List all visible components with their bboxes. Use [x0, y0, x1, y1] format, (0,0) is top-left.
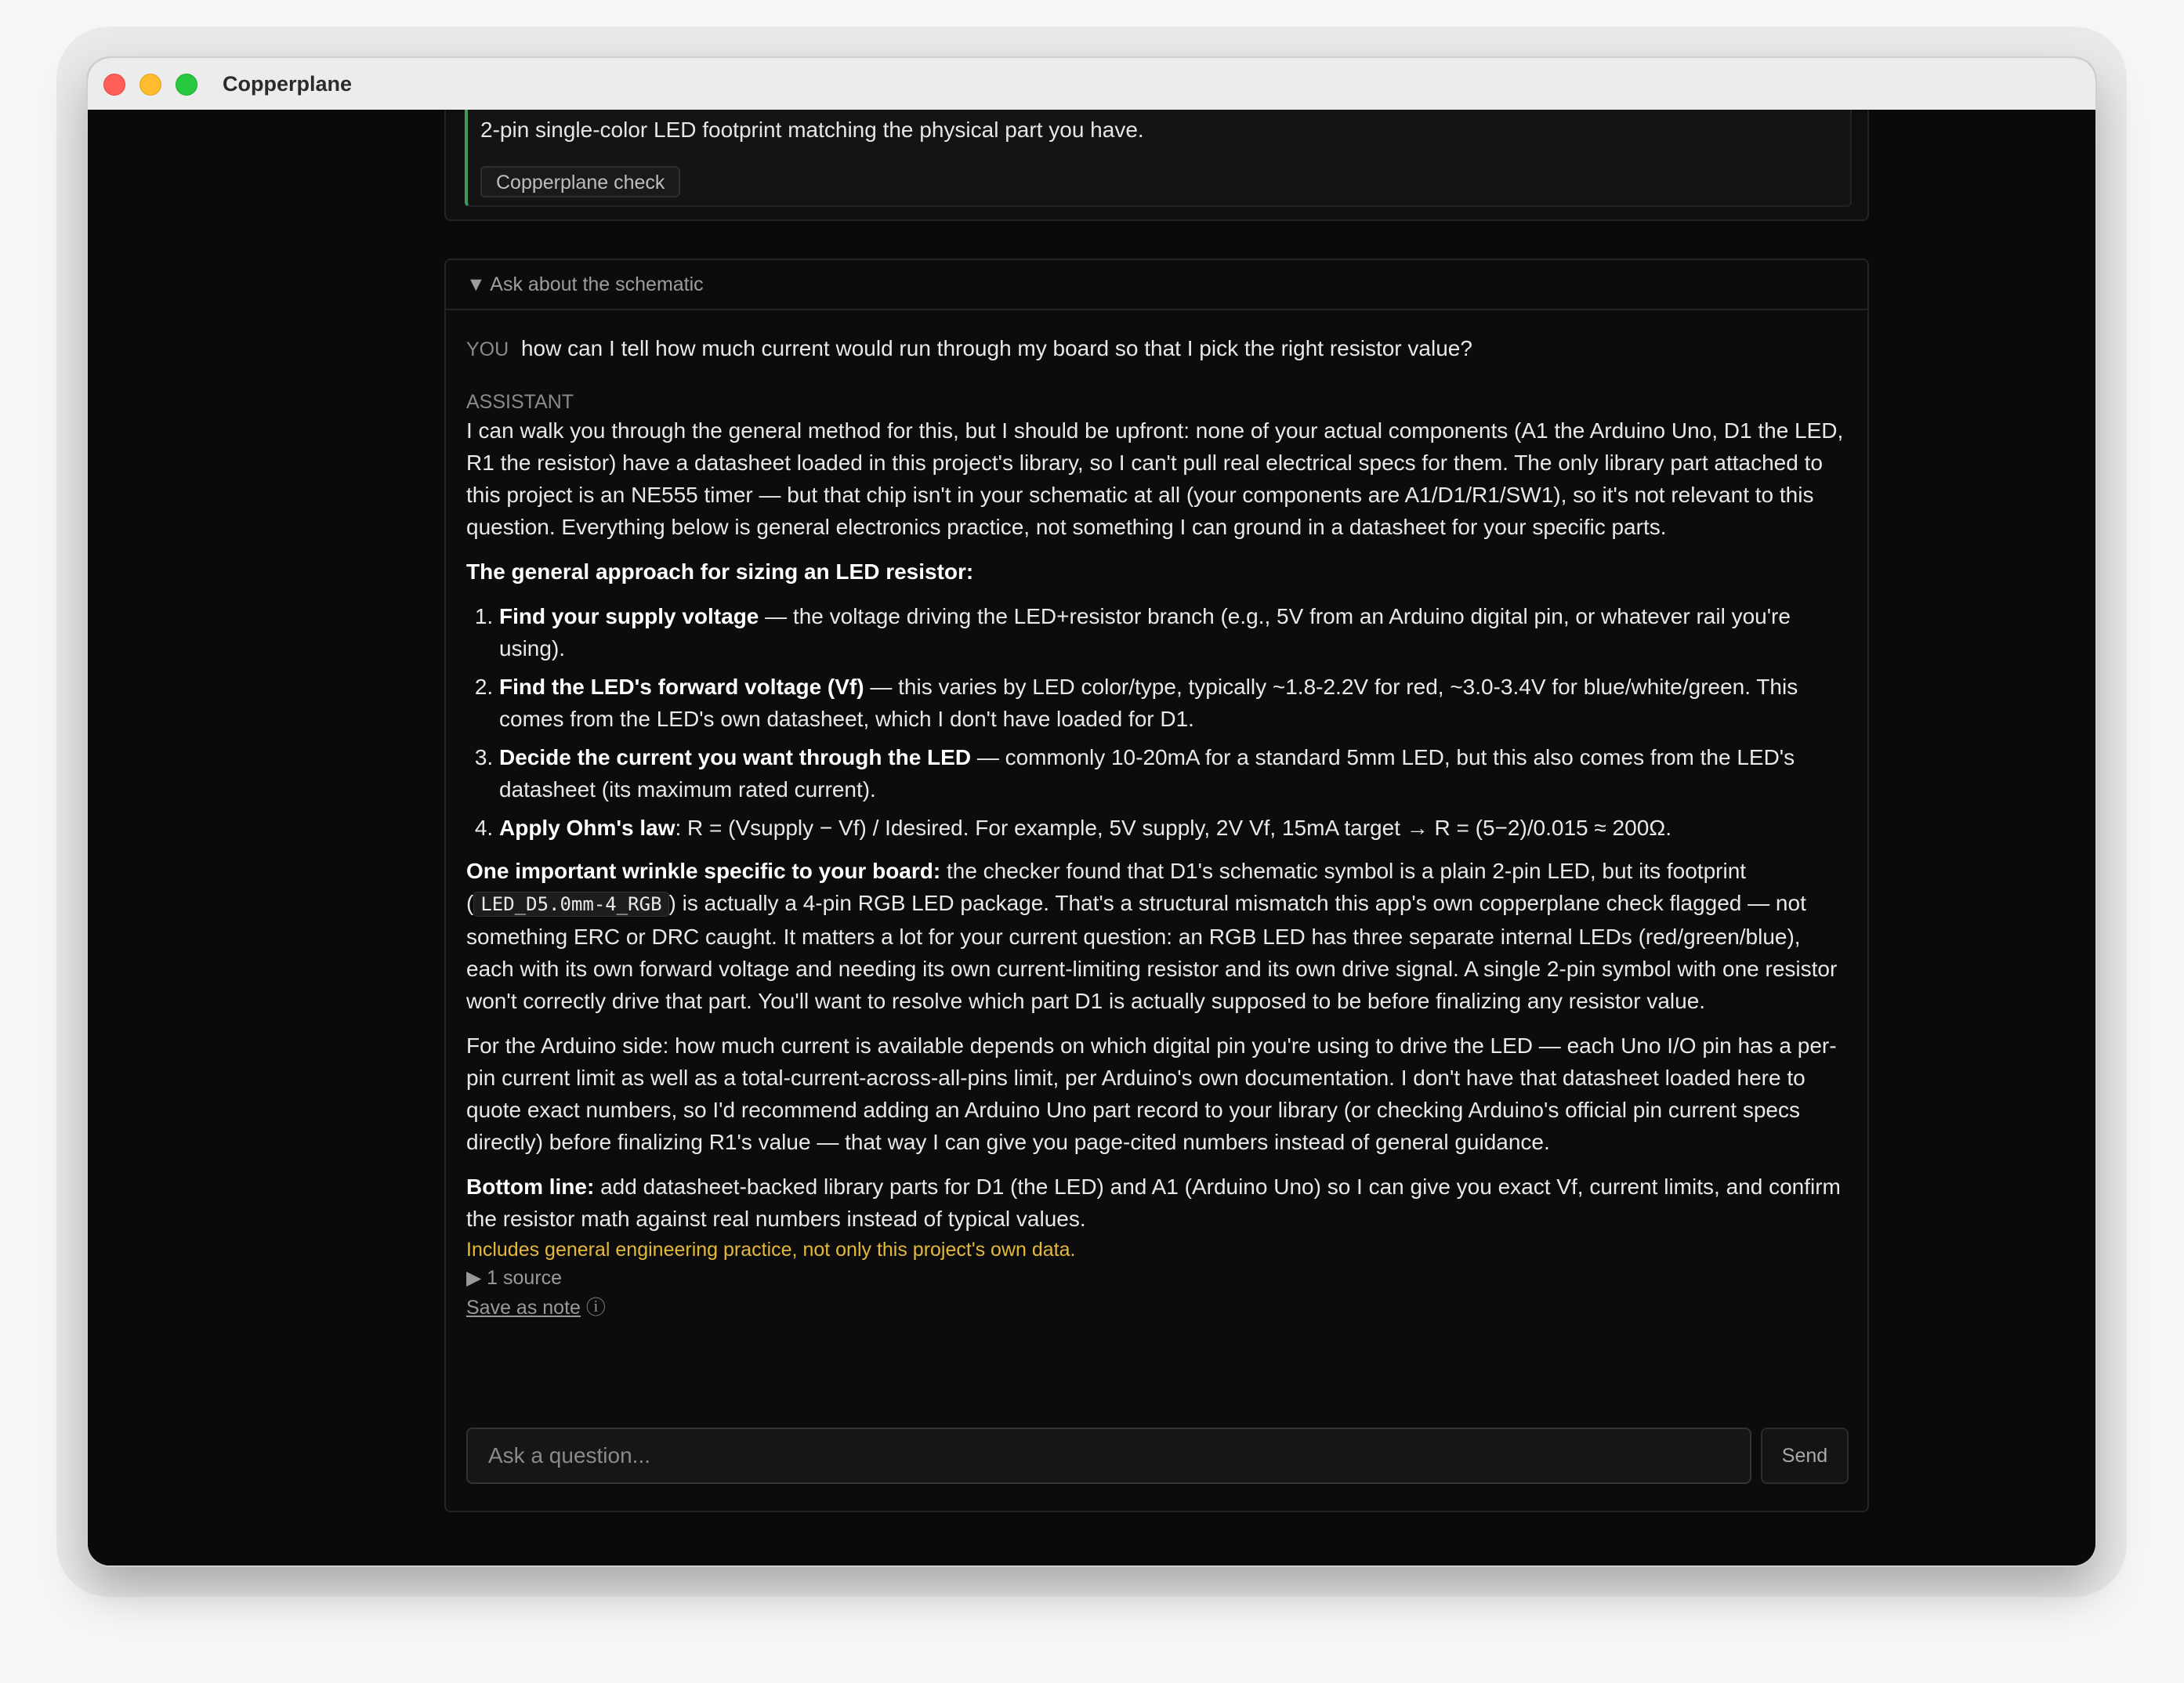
assistant-label: ASSISTANT — [466, 391, 574, 413]
previous-check-card — [444, 110, 1869, 221]
conversation — [466, 332, 1850, 1323]
question-input-row — [466, 1428, 1850, 1487]
arduino-paragraph: For the Arduino side: how much current is available depends on which digital pin you're using to drive the LED — each Uno I/O pin has a per-pin current limit as well as a total-current-across-all-pins limit, per Arduino's own documentation. I don't have that datasheet loaded here to quote exact numbers, so I'd recommend adding an Arduino Uno part record to your library (or checking Arduino's official pin current specs directly) before finalizing R1's value — that way I can give you page-cited numbers instead of general guidance. — [466, 1033, 1837, 1154]
ask-schematic-panel — [444, 259, 1869, 1512]
send-button[interactable]: Send — [1761, 1428, 1849, 1484]
sources-toggle[interactable]: ▶ 1 source — [466, 1267, 563, 1289]
app-window — [88, 58, 2095, 1565]
zoom-window-button[interactable] — [176, 74, 197, 96]
check-result-block — [465, 110, 1852, 207]
user-message — [466, 332, 1850, 366]
assistant-intro: I can walk you through the general method for this, but I should be upfront: none of your actual components (A1 the Arduino Uno, D1 the LED, R1 the resistor) have a datasheet loaded in this project's library, so I can't pull real electrical specs for them. The only library part attached to this project is an NE555 timer — but that chip isn't in your schematic at all (your components are A1/D1/R1/SW1), so it's not relevant to this question. Everything below is general electronics practice, not something I can ground in a datasheet for your specific parts. — [466, 418, 1844, 539]
question-input[interactable] — [466, 1428, 1751, 1484]
footprint-code: LED_D5.0mm-4_RGB — [473, 892, 668, 917]
close-window-button[interactable] — [103, 74, 125, 96]
bottom-line-paragraph: Bottom line: add datasheet-backed library parts for D1 (the LED) and A1 (Arduino Uno) so I can give you exact Vf, current limits, and confirm the resistor math against real numbers instead of typical values. — [466, 1174, 1841, 1231]
approach-heading: The general approach for sizing an LED resistor: — [466, 559, 974, 584]
step-item: 3. Decide the current you want through the LED — commonly 10-20mA for a standard 5mm LED, but this also comes from the LED's datasheet (its maximum rated current). — [499, 741, 1850, 805]
wrinkle-paragraph: One important wrinkle specific to your board: the checker found that D1's schematic symbol is a plain 2-pin LED, but its footprint ( LED_D5.0mm-4_RGB ) is actually a 4-pin RGB LED package. That's a structural mismatch this app's own copperplane check flagged — not something ERC or DRC caught. It matters a lot for your current question: an RGB LED has three separate internal LEDs (red/green/blue), each with its own forward voltage and needing its own current-limiting resistor and its own drive signal. A single 2-pin symbol with one resistor won't correctly drive that part. You'll want to resolve which part D1 is actually supposed to be before finalizing any resistor value. — [466, 859, 1838, 1013]
check-result-text: 2-pin single-color LED footprint matching the physical part you have. — [480, 118, 1144, 142]
step-item: 1. Find your supply voltage — the voltage driving the LED+resistor branch (e.g., 5V from an Arduino digital pin, or whatever rail you're using). — [499, 600, 1850, 664]
minimize-window-button[interactable] — [139, 74, 161, 96]
assistant-message — [466, 414, 1850, 1323]
step-item: 4. Apply Ohm's law: R = (Vsupply − Vf) / Idesired. For example, 5V supply, 2V Vf, 15mA target → R = (5−2)/0.015 ≈ 200Ω. — [499, 812, 1850, 844]
step-item: 2. Find the LED's forward voltage (Vf) — this varies by LED color/type, typically ~1.8-2.2V for red, ~3.0-3.4V for blue/white/green. This comes from the LED's own datasheet, which I don't have loaded for D1. — [499, 671, 1850, 735]
you-label: YOU — [466, 338, 509, 360]
save-note-row — [466, 1293, 1850, 1323]
general-practice-warning: Includes general engineering practice, not only this project's own data. — [466, 1239, 1076, 1261]
window-title: Copperplane — [223, 72, 353, 96]
save-as-note-link[interactable]: Save as note — [466, 1297, 581, 1319]
steps-list — [466, 600, 1850, 844]
main-content — [88, 110, 2095, 1565]
ask-schematic-toggle[interactable]: ▼ Ask about the schematic — [446, 260, 1867, 310]
copperplane-check-button[interactable]: Copperplane check — [480, 166, 680, 197]
user-question: how can I tell how much current would run through my board so that I pick the right resistor value? — [520, 336, 1472, 360]
title-bar — [88, 58, 2095, 110]
info-icon[interactable]: ⓘ — [585, 1297, 606, 1319]
